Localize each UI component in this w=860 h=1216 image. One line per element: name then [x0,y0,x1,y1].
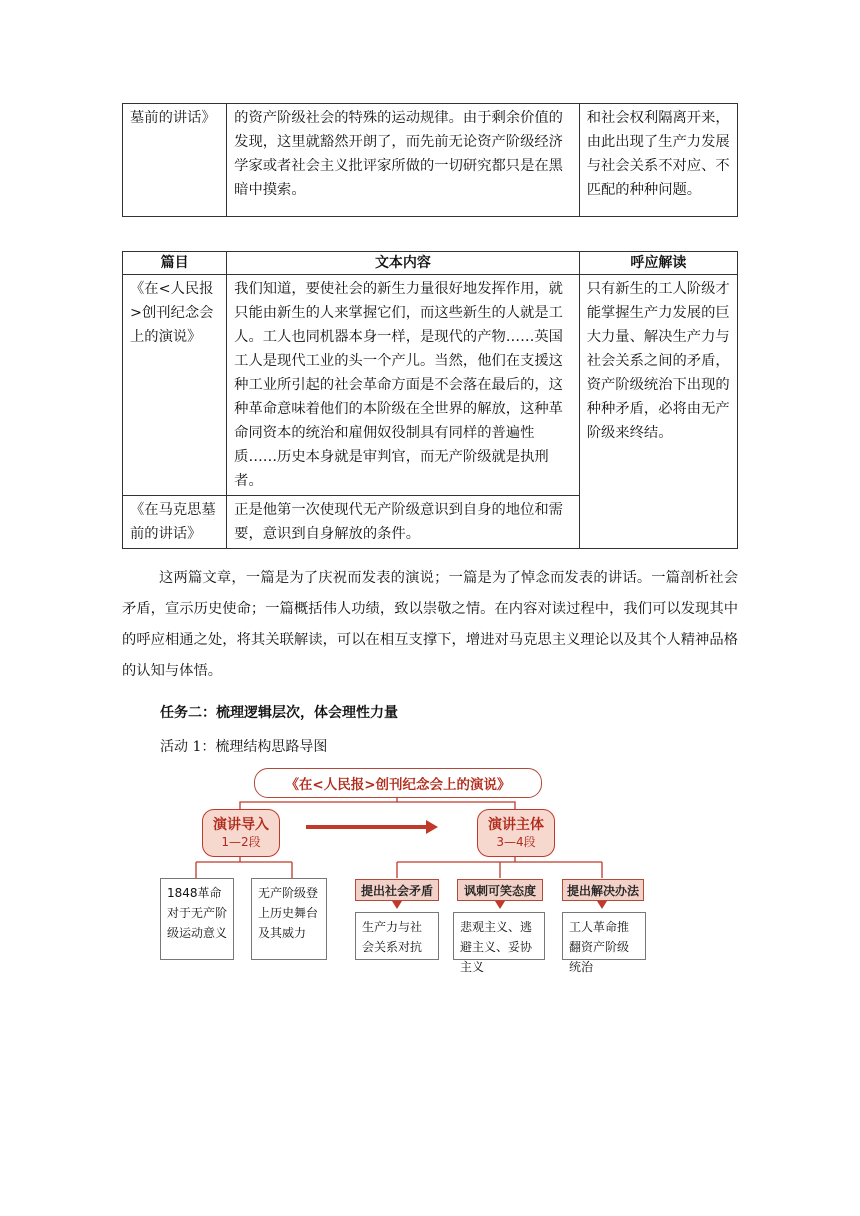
arrow-down-icon [495,901,505,909]
continued-table [122,103,738,217]
body-child-tag: 提出社会矛盾 [355,879,439,901]
header-content: 文本内容 [227,252,580,275]
table-cell-content: 的资产阶级社会的特殊的运动规律。由于剩余价值的发现，这里就豁然开朗了，而先前无论资产阶级经济学家或者社会主义批评家所做的一切研究都只是在黑暗中摸索。 [227,104,580,217]
body-range: 3—4段 [496,835,536,849]
body-child-tag: 讽刺可笑态度 [457,879,543,901]
table-cell-title: 《在<人民报>创刊纪念会上的演说》 [123,275,227,496]
body-paragraph: 这两篇文章，一篇是为了庆祝而发表的演说；一篇是为了悼念而发表的讲话。一篇剖析社会矛盾，宣示历史使命；一篇概括伟人功绩，致以崇敬之情。在内容对读过程中，我们可以发现其中的呼应相通之处，将其关联解读，可以在相互支撑下，增进对马克思主义理论以及其个人精神品格的认知与体悟。 [122,570,738,679]
mind-map-title: 《在<人民报>创刊纪念会上的演说》 [254,768,542,798]
table-cell-content: 正是他第一次使现代无产阶级意识到自身的地位和需要，意识到自身解放的条件。 [227,496,580,549]
intro-range: 1—2段 [221,835,261,849]
body-node [477,809,555,857]
arrow-right-icon [426,820,438,834]
header-title: 篇目 [123,252,227,275]
body-child-box: 工人革命推翻资产阶级统治 [562,912,646,960]
arrow-down-icon [597,901,607,909]
table-header-row [123,252,738,275]
table-cell-title: 《在马克思墓前的讲话》 [123,496,227,549]
task-heading: 任务二：梳理逻辑层次，体会理性力量 [160,705,398,721]
table-cell-title: 墓前的讲话》 [123,104,227,217]
header-interpretation: 呼应解读 [579,252,737,275]
body-label: 演讲主体 [488,817,544,833]
comparison-table [122,251,738,549]
body-child-tag: 提出解决办法 [562,879,644,901]
arrow-down-icon [392,901,402,909]
activity-label: 活动 1：梳理结构思路导图 [160,739,328,755]
body-child-box: 悲观主义、逃避主义、妥协主义 [453,912,545,960]
intro-child-box: 无产阶级登上历史舞台及其威力 [251,878,327,960]
table-cell-interpretation: 和社会权利隔离开来，由此出现了生产力发展与社会关系不对应、不匹配的种种问题。 [579,104,737,217]
intro-child-box: 1848革命对于无产阶级运动意义 [160,878,234,960]
arrow-shaft [306,825,426,829]
table-cell-content: 我们知道，要使社会的新生力量很好地发挥作用，就只能由新生的人来掌握它们，而这些新生的人就是工人。工人也同机器本身一样，是现代的产物……英国工人是现代工业的头一个产儿。当然，他们在支援这种工业所引起的社会革命方面是不会落在最后的，这种革命意味着他们的本阶级在全世界的解放，这种革命同资本的统治和雇佣奴役制具有同样的普遍性质……历史本身就是审判官，而无产阶级就是执刑者。 [227,275,580,496]
body-child-box: 生产力与社会关系对抗 [355,912,439,960]
intro-node [202,809,280,857]
intro-label: 演讲导入 [213,817,269,833]
table-row [123,104,738,217]
table-cell-interpretation: 只有新生的工人阶级才能掌握生产力发展的巨大力量、解决生产力与社会关系之间的矛盾，资产阶级统治下出现的种种矛盾，必将由无产阶级来终结。 [579,275,737,549]
table-row [123,275,738,496]
mind-map [156,762,652,974]
